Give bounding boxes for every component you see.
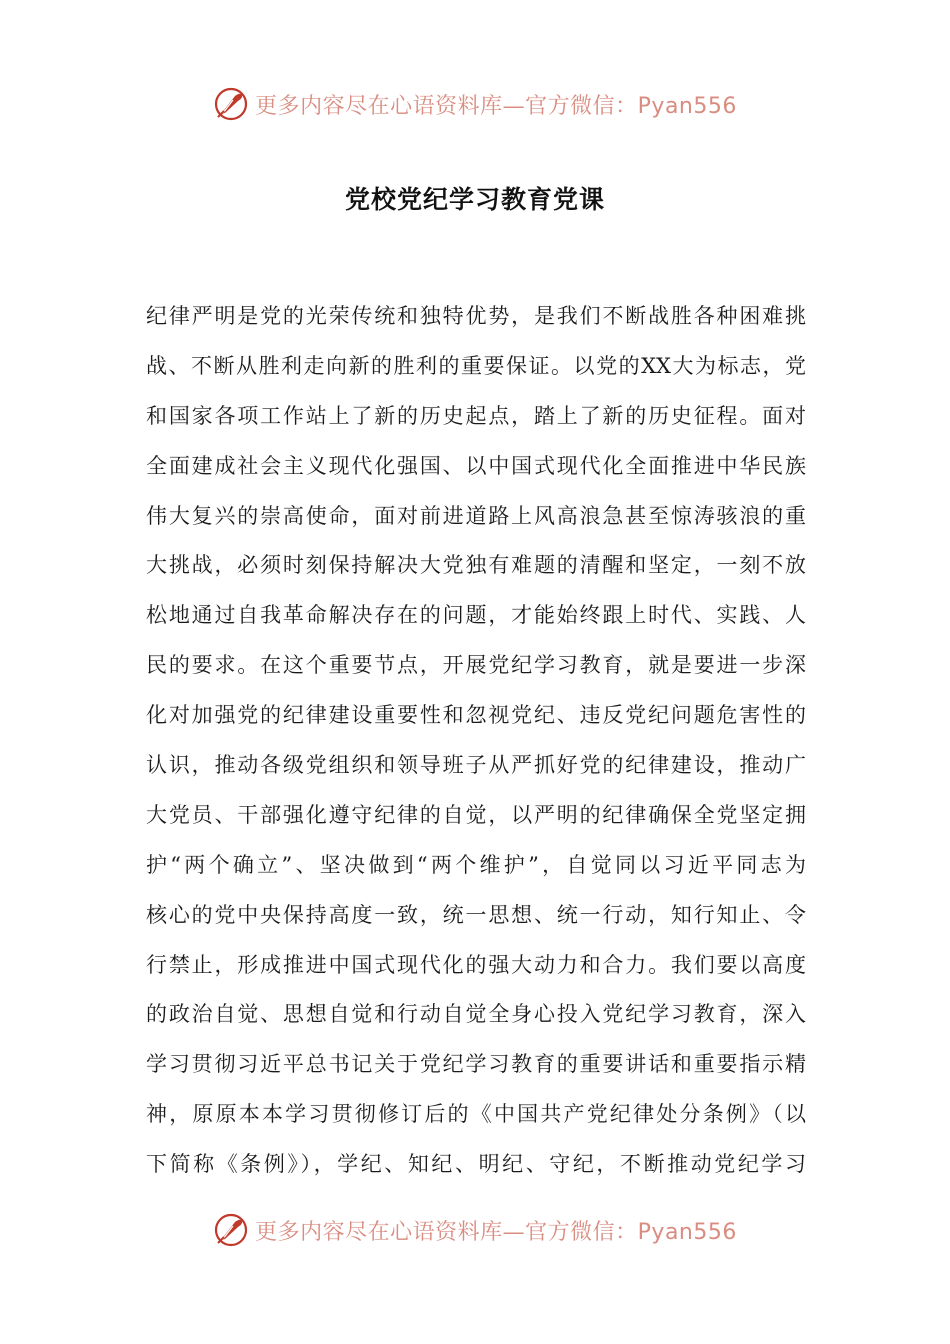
quill-pen-logo-icon <box>213 86 249 122</box>
banner-text <box>255 1215 737 1246</box>
body-line: 认识，推动各级党组织和领导班子从严抓好党的纪律建设，推动广 <box>146 753 806 778</box>
body-line: 核心的党中央保持高度一致，统一思想、统一行动，知行知止、令 <box>146 902 806 927</box>
body-line: 民的要求。在这个重要节点，开展党纪学习教育，就是要进一步深 <box>146 653 806 678</box>
body-line: 学习贯彻习近平总书记关于党纪学习教育的重要讲话和重要指示精 <box>146 1052 806 1077</box>
banner-wechat-id: Pyan556 <box>637 1219 737 1245</box>
document-title: 党校党纪学习教育党课 <box>344 185 605 214</box>
body-line: 化对加强党的纪律建设重要性和忽视党纪、违反党纪问题危害性的 <box>146 703 806 728</box>
banner-wechat-id: Pyan556 <box>637 93 737 119</box>
body-line: 全面建成社会主义现代化强国、以中国式现代化全面推进中华民族 <box>146 453 806 478</box>
banner-text <box>255 89 737 120</box>
banner-promo-text: 更多内容尽在心语资料库—官方微信： <box>255 93 638 119</box>
body-line: 松地通过自我革命解决存在的问题，才能始终跟上时代、实践、人 <box>146 603 806 628</box>
body-line: 和国家各项工作站上了新的历史起点，踏上了新的历史征程。面对 <box>146 403 806 428</box>
body-line: 纪律严明是党的光荣传统和独特优势，是我们不断战胜各种困难挑 <box>146 304 806 328</box>
body-line: 行禁止，形成推进中国式现代化的强大动力和合力。我们要以高度 <box>146 952 806 977</box>
header-banner <box>0 82 950 126</box>
body-line: 的政治自觉、思想自觉和行动自觉全身心投入党纪学习教育，深入 <box>146 1002 806 1027</box>
footer-banner <box>0 1208 950 1252</box>
body-line: 护“两个确立”、坚决做到“两个维护”，自觉同以习近平同志为 <box>146 852 806 877</box>
body-line: 下简称《条例》），学纪、知纪、明纪、守纪，不断推动党纪学习 <box>146 1152 806 1177</box>
body-line: 大挑战，必须时刻保持解决大党独有难题的清醒和坚定，一刻不放 <box>146 553 806 578</box>
document-body <box>146 292 806 1190</box>
body-line: 神，原原本本学习贯彻修订后的《中国共产党纪律处分条例》（以 <box>146 1102 806 1127</box>
quill-pen-logo-icon <box>213 1212 249 1248</box>
banner-promo-text: 更多内容尽在心语资料库—官方微信： <box>255 1219 638 1245</box>
body-line: 大党员、干部强化遵守纪律的自觉，以严明的纪律确保全党坚定拥 <box>146 802 806 827</box>
body-line: 战、不断从胜利走向新的胜利的重要保证。以党的XX大为标志，党 <box>146 353 806 378</box>
body-line: 伟大复兴的崇高使命，面对前进道路上风高浪急甚至惊涛骇浪的重 <box>146 503 806 528</box>
